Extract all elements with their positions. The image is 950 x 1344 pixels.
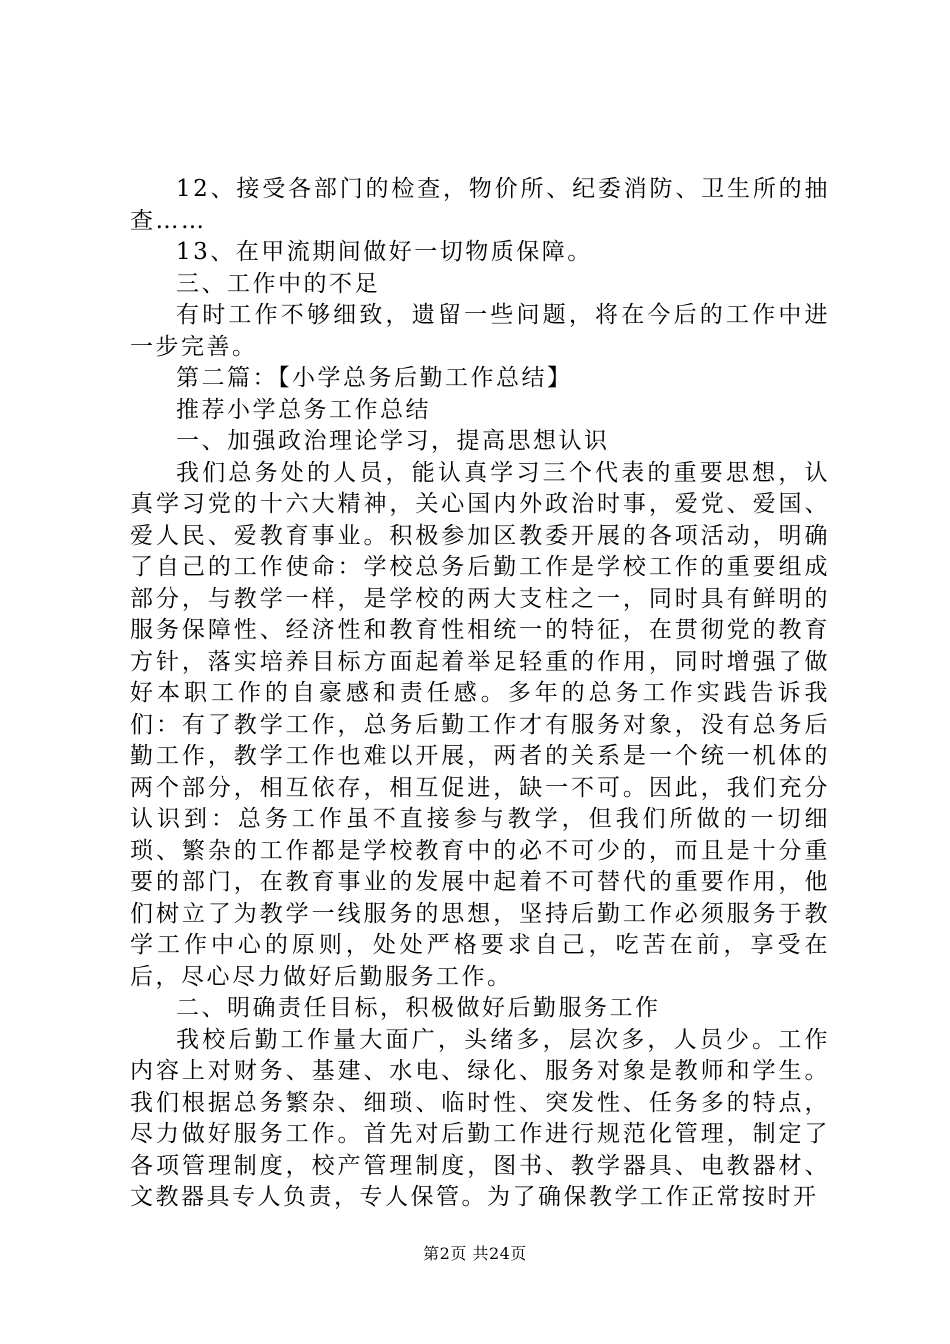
paragraph-item-12: 12、接受各部门的检查，物价所、纪委消防、卫生所的抽查…… bbox=[130, 176, 830, 234]
paragraph-political-study: 我们总务处的人员，能认真学习三个代表的重要思想，认真学习党的十六大精神，关心国内外政治时事，爱党、爱国、爱人民、爱教育事业。积极参加区教委开展的各项活动，明确了自己的工作使命：学校总务后勤工作是学校工作的重要组成部分，与教学一样，是学校的两大支柱之一，同时具有鲜明的服务保障性、经济性和教育性相统一的特征，在贯彻党的教育方针，落实培养目标方面起着举足轻重的作用，同时增强了做好本职工作的自豪感和责任感。多年的总务工作实践告诉我们：有了教学工作，总务后勤工作才有服务对象，没有总务后勤工作，教学工作也难以开展，两者的关系是一个统一机体的两个部分，相互依存，相互促进，缺一不可。因此，我们充分认识到：总务工作虽不直接参与教学，但我们所做的一切细琐、繁杂的工作都是学校教育中的必不可少的，而且是十分重要的部门，在教育事业的发展中起着不可替代的重要作用，他们树立了为教学一线服务的思想，坚持后勤工作必须服务于教学工作中心的原则，处处严格要求自己，吃苦在前，享受在后，尽心尽力做好后勤服务工作。 bbox=[130, 459, 830, 990]
section-heading-political-study: 一、加强政治理论学习，提高思想认识 bbox=[176, 428, 610, 454]
paragraph-responsibility: 我校后勤工作量大面广，头绪多，层次多，人员少。工作内容上对财务、基建、水电、绿化、服务对象是教师和学生。我们根据总务繁杂、细琐、临时性、突发性、任务多的特点，尽力做好服务工作。首先对后勤工作进行规范化管理，制定了各项管理制度，校产管理制度，图书、教学器具、电教器材、文教器具专人负责，专人保管。为了确保教学工作正常按时开 bbox=[130, 1026, 830, 1210]
section-heading-responsibility: 二、明确责任目标，积极做好后勤服务工作 bbox=[176, 995, 661, 1021]
section-heading-shortcomings: 三、工作中的不足 bbox=[176, 270, 380, 297]
page-number-footer: 第2页 共24页 bbox=[423, 1244, 527, 1263]
chapter-title: 第二篇：【小学总务后勤工作总结】 bbox=[176, 365, 573, 391]
paragraph-shortcomings: 有时工作不够细致，遗留一些问题，将在今后的工作中进一步完善。 bbox=[130, 302, 830, 360]
chapter-subtitle: 推荐小学总务工作总结 bbox=[176, 396, 431, 423]
document-body bbox=[130, 174, 830, 1214]
paragraph-item-13: 13、在甲流期间做好一切物质保障。 bbox=[176, 239, 593, 265]
